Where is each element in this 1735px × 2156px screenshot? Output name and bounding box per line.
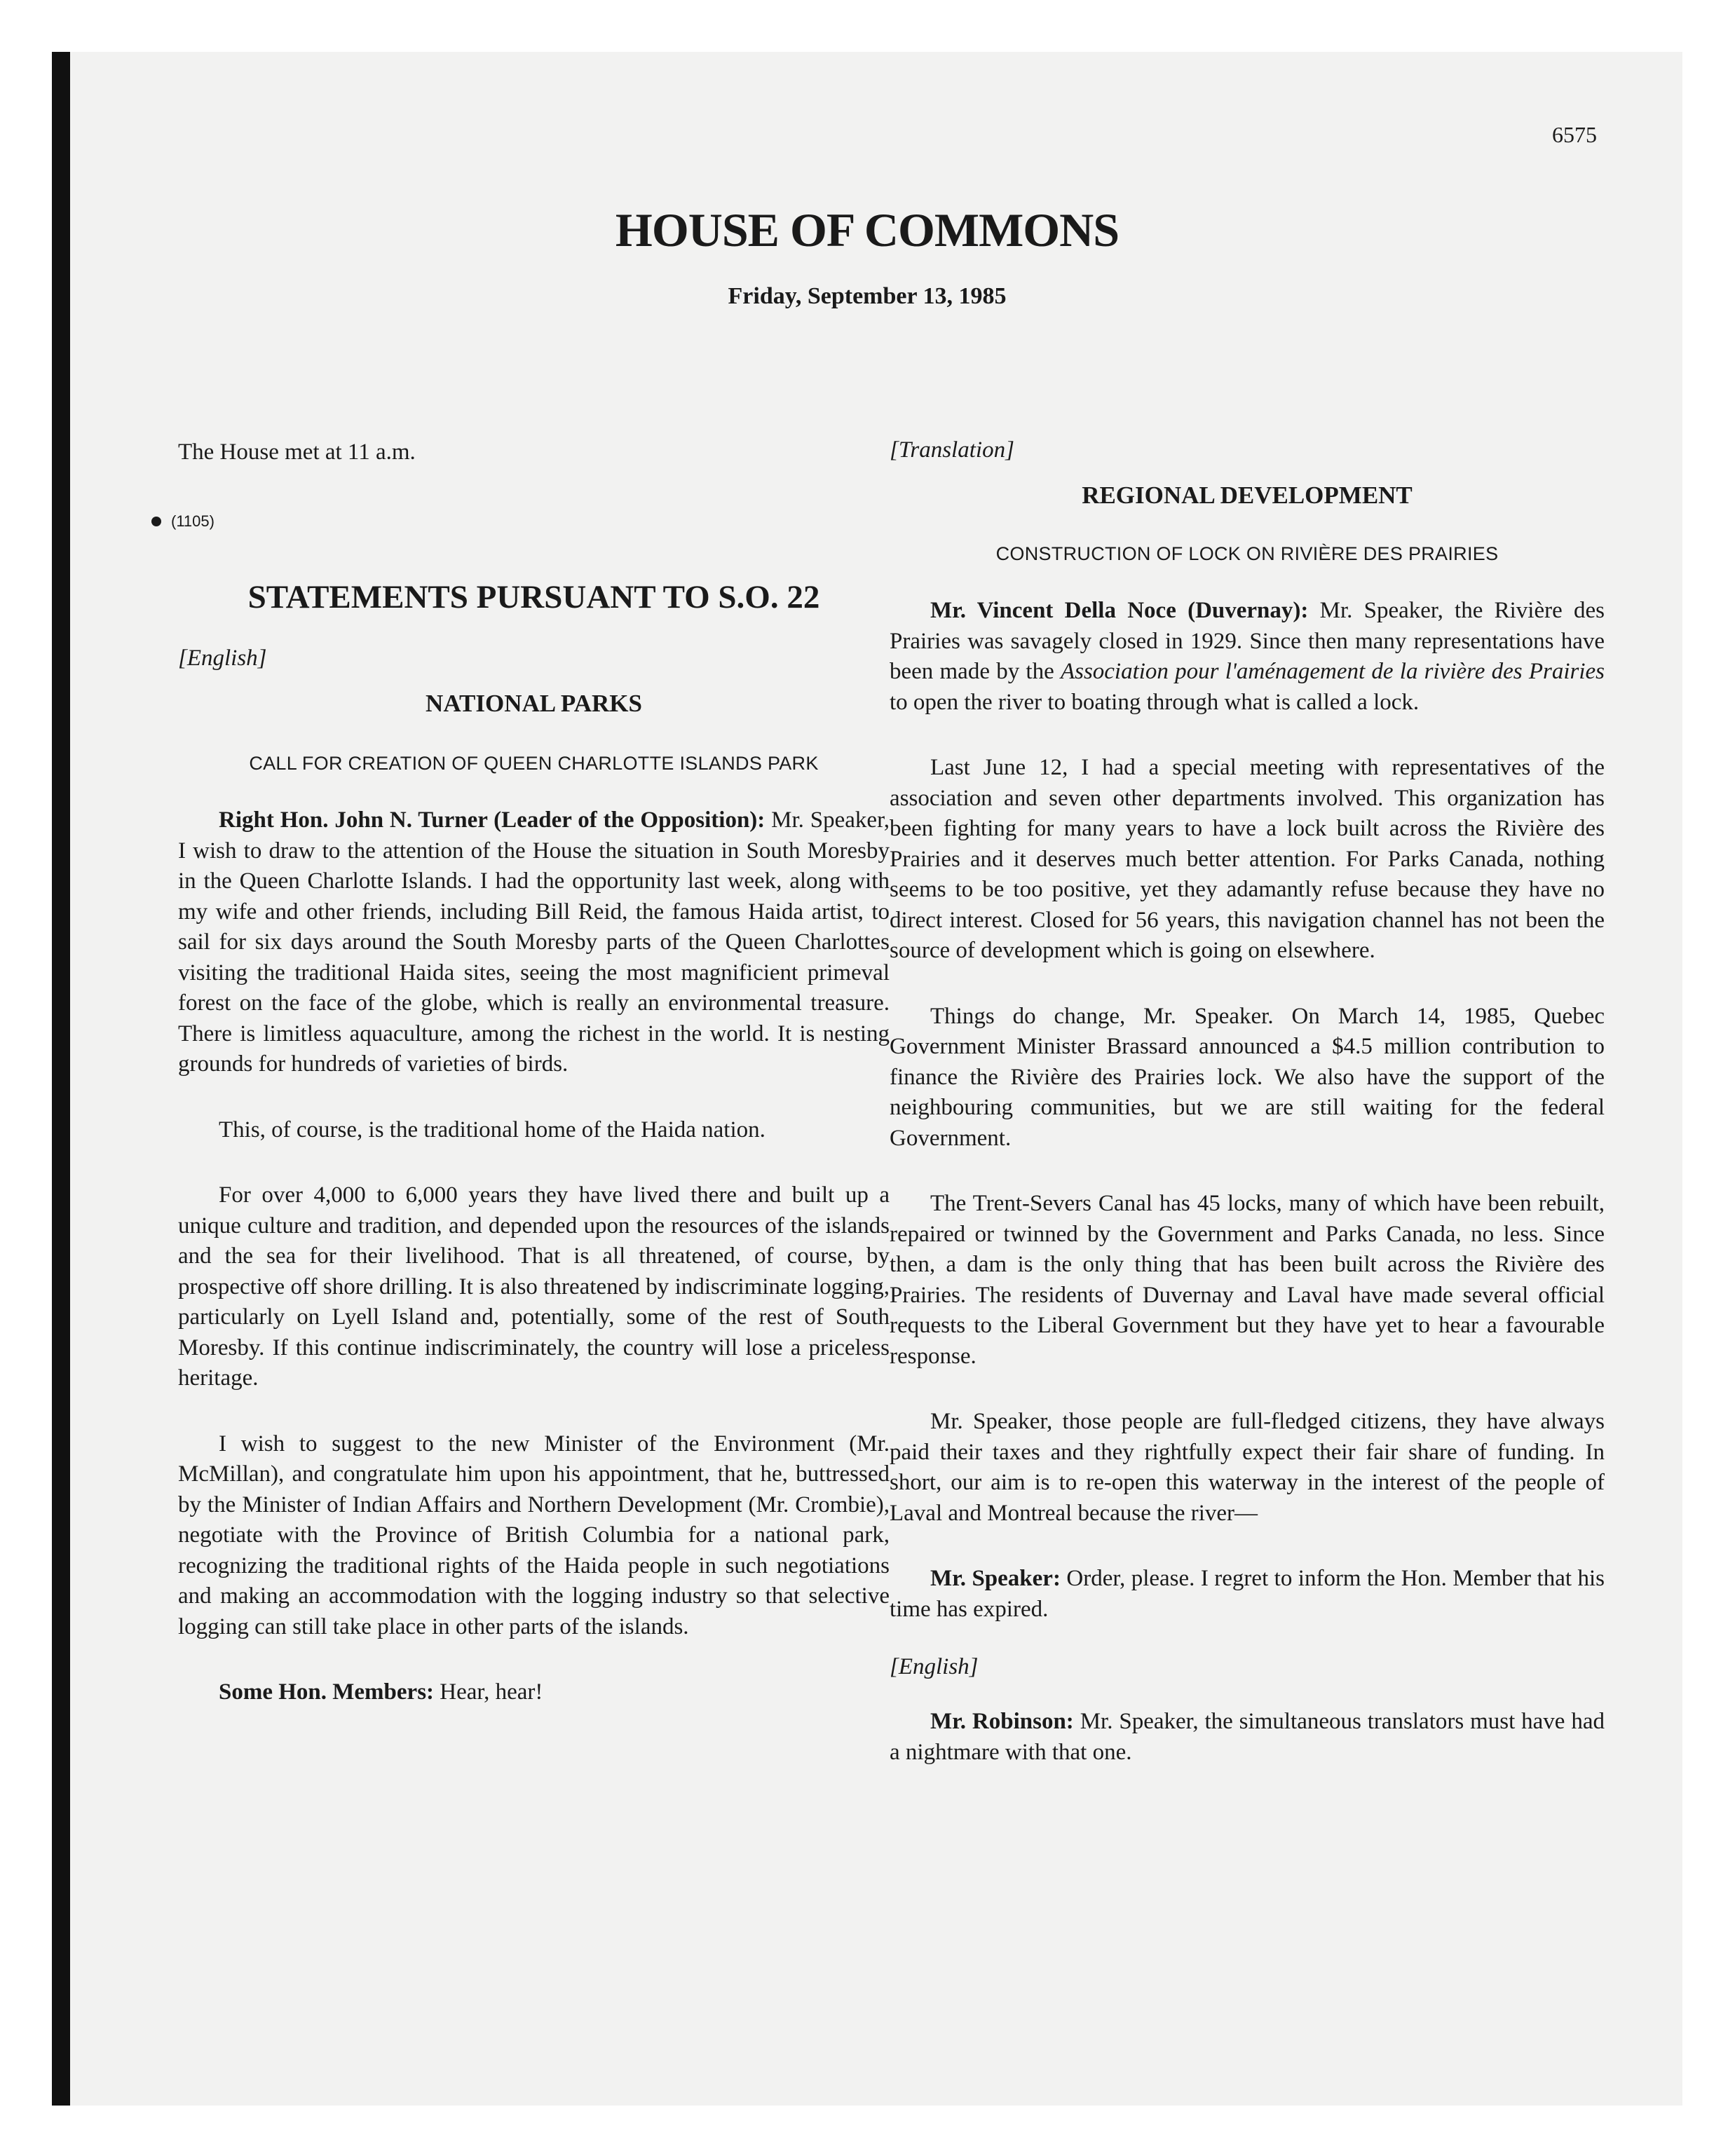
rubric-heading: NATIONAL PARKS [426, 690, 642, 717]
speech-paragraph: I wish to suggest to the new Minister of the Environment (Mr. McMillan), and congratulate him upon his appointment, that he, buttressed by the Minister of Indian Affairs and Northern Development (Mr. Crombie), negotiate with the Province of British Columbia for a national park, recognizing the traditional rights of the Haida people in such negotiations and making an accommodation with the logging industry so that selective logging can still take place in other parts of the islands. [178, 1431, 890, 1639]
subrubric-heading: CALL FOR CREATION OF QUEEN CHARLOTTE ISLANDS PARK [249, 753, 819, 774]
page-number: 6575 [1552, 122, 1597, 147]
language-tag: [Translation] [890, 437, 1014, 463]
association-name: Association pour l'aménagement de la rivière des Prairies [1060, 659, 1605, 684]
speaker-name: Mr. Vincent Della Noce (Duvernay): [930, 598, 1309, 623]
speech-text: Mr. Speaker, I wish to draw to the attention of the House the situation in South Moresby in the Queen Charlotte Islands. I had the opportunity last week, along with my wife and other friends, including Bill Reid, the famous Haida artist, to sail for six days around the South Moresby parts of the Queen Charlottes visiting the traditional Haida sites, seeing the most magnificient primeval forest on the face of the globe, which is really an environmental treasure. There is limitless aquaculture, among the richest in the world. It is nesting grounds for hundreds of varieties of birds. [178, 807, 890, 1077]
interjection-paragraph [178, 1677, 890, 1708]
speech-text: to open the river to boating through what is called a lock. [890, 689, 1420, 715]
speech-text: Hear, hear! [434, 1679, 543, 1705]
speech-paragraph [890, 1707, 1605, 1768]
speaker-name: Mr. Speaker: [930, 1566, 1061, 1591]
speech-paragraph: For over 4,000 to 6,000 years they have lived there and built up a unique culture and tradition, and depended upon the resources of the islands and the sea for their livelihood. That is all threatened, of course, by prospective off shore drilling. It is also threatened by indiscriminate logging, particularly on Lyell Island and, potentially, some of the rest of South Moresby. If this continue indiscriminately, the country will lose a priceless heritage. [178, 1182, 890, 1391]
left-column [171, 395, 890, 1743]
speaker-name: Some Hon. Members: [219, 1679, 435, 1705]
speech-paragraph: Last June 12, I had a special meeting with representatives of the association and seven other departments involved. This organization has been fighting for many years to have a lock built across the Rivière des Prairies and it deserves much better attention. For Parks Canada, nothing seems to be too positive, yet they adamantly refuse because they have no direct interest. Closed for 56 years, this navigation channel has not been the source of development which is going on elsewhere. [890, 755, 1605, 963]
speech-paragraph: Mr. Speaker, those people are full-fledged citizens, they have always paid their taxes and they rightfully expect their fair share of funding. In short, our aim is to re-open this waterway in the interest of the people of Laval and Montreal because the river— [890, 1409, 1605, 1526]
speech-paragraph: Things do change, Mr. Speaker. On March 14, 1985, Quebec Government Minister Brassard announced a $4.5 million contribution to finance the Rivière des Prairies lock. We also have the support of the neighbouring communities, but we are still waiting for the federal Government. [890, 1003, 1605, 1151]
right-column [890, 395, 1605, 1803]
section-heading: STATEMENTS PURSUANT TO S.O. 22 [247, 579, 820, 615]
speaker-order-paragraph [890, 1564, 1605, 1625]
scanned-page [52, 52, 1682, 2106]
bullet-icon [151, 517, 161, 526]
house-met-line: The House met at 11 a.m. [178, 439, 416, 465]
speech-text: Mr. Speaker, the simultaneous translators must have had a nightmare with that one. [890, 1709, 1605, 1765]
speech-paragraph [890, 596, 1605, 718]
page-title: HOUSE OF COMMONS [615, 203, 1120, 257]
language-tag: [English] [178, 646, 267, 671]
speech-paragraph: The Trent-Severs Canal has 45 locks, many of which have been rebuilt, repaired or twinned by the Government and Parks Canada, no less. Since then, a dam is the only thing that has been built across the Rivière des Prairies. The residents of Duvernay and Laval have made several official requests to the Liberal Government but they have yet to hear a favourable response. [890, 1191, 1605, 1369]
speech-paragraph [178, 805, 890, 1080]
time-marker [151, 512, 890, 531]
speaker-name: Right Hon. John N. Turner (Leader of the Opposition): [219, 807, 766, 833]
speech-text: Order, please. I regret to inform the Hon. Member that his time has expired. [890, 1566, 1605, 1622]
time-marker-label: (1105) [171, 512, 215, 530]
rubric-heading: REGIONAL DEVELOPMENT [1082, 482, 1413, 509]
page-binding-edge [52, 52, 70, 2106]
speech-text: Mr. Speaker, the Rivière des Prairies was savagely closed in 1929. Since then many representations have been made by the [890, 598, 1605, 684]
language-tag: [English] [890, 1654, 979, 1679]
speech-paragraph: This, of course, is the traditional home of the Haida nation. [219, 1117, 766, 1142]
sitting-date: Friday, September 13, 1985 [728, 283, 1007, 309]
subrubric-heading: CONSTRUCTION OF LOCK ON RIVIÈRE DES PRAIRIES [995, 543, 1499, 564]
speaker-name: Mr. Robinson: [930, 1709, 1074, 1734]
